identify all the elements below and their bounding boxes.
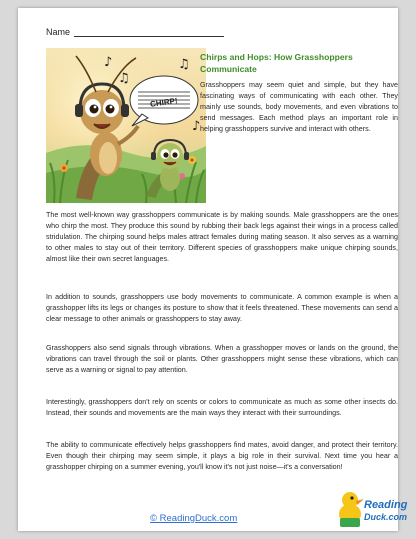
logo-reading: Reading — [364, 499, 408, 511]
svg-text:♪: ♪ — [104, 55, 113, 70]
paragraph-1: Grasshoppers may seem quiet and simple, but they have fascinating ways of communicating with each other. They mainly use sounds, body movements, and even vibrations to send messages. Each method plays an important role in helping grasshoppers survive and interact with others. — [200, 81, 398, 133]
paragraph-2: The most well-known way grasshoppers communicate is by making sounds. Male grasshoppers are the ones who chirp the most. They produce this sound by rubbing their back legs against their wings in a process called stridulation. The chirping sound helps males attract females during mating season. It also serves as a warning to other males to stay out of their territory. Different species of grasshoppers make unique chirping sounds, almost like their own secret languages. — [46, 211, 398, 263]
readingduck-link[interactable]: © ReadingDuck.com — [150, 513, 238, 524]
article-title: Chirps and Hops: How Grasshoppers Communicate — [200, 52, 353, 74]
svg-text:♪: ♪ — [192, 119, 201, 134]
name-label: Name — [46, 27, 71, 37]
svg-text:♫: ♫ — [178, 57, 190, 72]
speech-bubble-text: CHIRP! — [149, 96, 179, 109]
paragraph-5: Interestingly, grasshoppers don't rely on scents or colors to communicate as much as some other insects do. Instead, their sounds and movements are the main ways they interact with their surroundings. — [46, 398, 398, 417]
name-field-line[interactable] — [74, 26, 224, 37]
grasshoppers-illustration — [46, 48, 206, 203]
paragraph-6: The ability to communicate effectively helps grasshoppers find mates, avoid danger, and protect their territory. Even though their chirping may seem simple, it plays a big role in their survival. Next time you hear a grasshopper chirping on a summer evening, you'll know it's not just noise—it's a conversation! — [46, 441, 398, 471]
paragraph-4: Grasshoppers also send signals through vibrations. When a grasshopper moves or lands on the ground, the vibrations can travel through the soil or plants. Other grasshoppers might sense these vibrations, which can serve as a warning or signal to pay attention. — [46, 344, 398, 374]
paragraph-3: In addition to sounds, grasshoppers use body movements to communicate. A common example is when a grasshopper lifts its legs or changes its posture to show that it feels threatened. These movements can send a clear message to other animals or grasshoppers to stay away. — [46, 293, 398, 323]
readingduck-logo — [336, 484, 408, 528]
name-row — [46, 26, 224, 37]
logo-duck: Duck.com — [364, 512, 408, 522]
worksheet-page — [18, 8, 408, 531]
svg-text:♫: ♫ — [118, 71, 130, 86]
